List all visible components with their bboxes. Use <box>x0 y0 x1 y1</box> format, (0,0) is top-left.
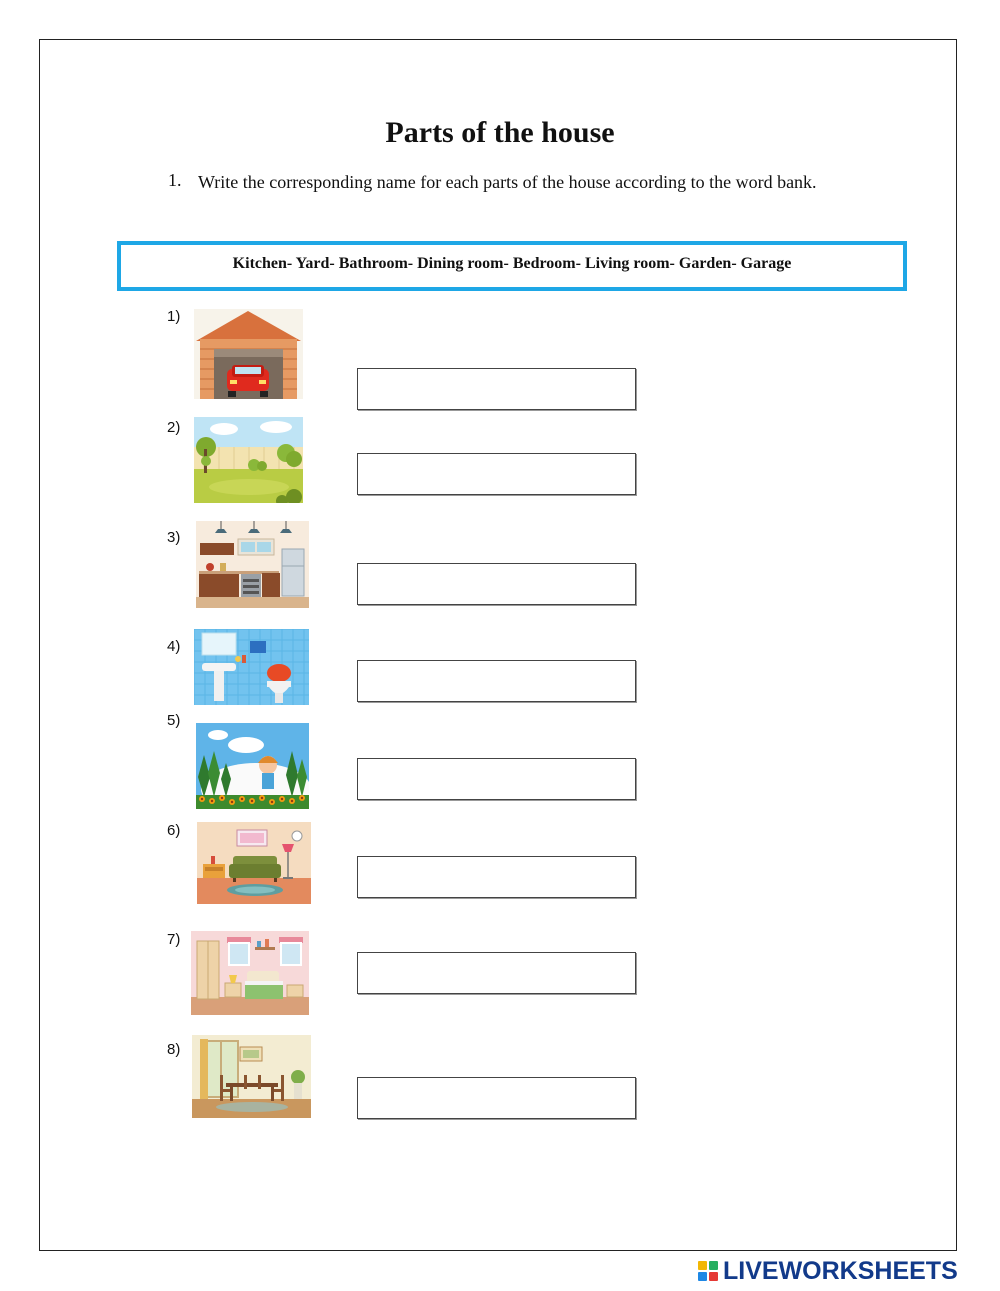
answer-field-7[interactable] <box>357 952 636 994</box>
item-number: 6) <box>167 822 181 839</box>
word-bank-text: Kitchen- Yard- Bathroom- Dining room- Bedroom- Living room- Garden- Garage <box>232 255 792 272</box>
bedroom-picture <box>191 931 309 1015</box>
liveworksheets-logo-icon <box>698 1261 718 1281</box>
answer-field-2[interactable] <box>357 453 636 495</box>
item-number: 8) <box>167 1041 181 1058</box>
living-room-picture <box>197 822 311 904</box>
item-number: 5) <box>167 712 181 729</box>
item-number: 2) <box>167 419 181 436</box>
item-number: 3) <box>167 529 181 546</box>
yard-picture <box>194 417 303 503</box>
kitchen-picture <box>196 521 309 608</box>
brand-text: LIVEWORKSHEETS <box>723 1256 958 1285</box>
item-number: 1) <box>167 308 181 325</box>
answer-field-6[interactable] <box>357 856 636 898</box>
liveworksheets-brand <box>698 1257 958 1285</box>
answer-field-5[interactable] <box>357 758 636 800</box>
answer-field-3[interactable] <box>357 563 636 605</box>
item-number: 7) <box>167 931 181 948</box>
bathroom-picture <box>194 629 309 705</box>
answer-field-1[interactable] <box>357 368 636 410</box>
instruction-number: 1. <box>168 170 182 190</box>
garden-picture <box>196 723 309 809</box>
garage-picture <box>194 309 303 399</box>
dining-room-picture <box>192 1035 311 1118</box>
page-title: Parts of the house <box>385 116 615 149</box>
word-bank <box>117 241 907 291</box>
item-number: 4) <box>167 638 181 655</box>
answer-field-4[interactable] <box>357 660 636 702</box>
answer-field-8[interactable] <box>357 1077 636 1119</box>
instruction-text: Write the corresponding name for each parts of the house according to the word bank. <box>198 172 817 192</box>
